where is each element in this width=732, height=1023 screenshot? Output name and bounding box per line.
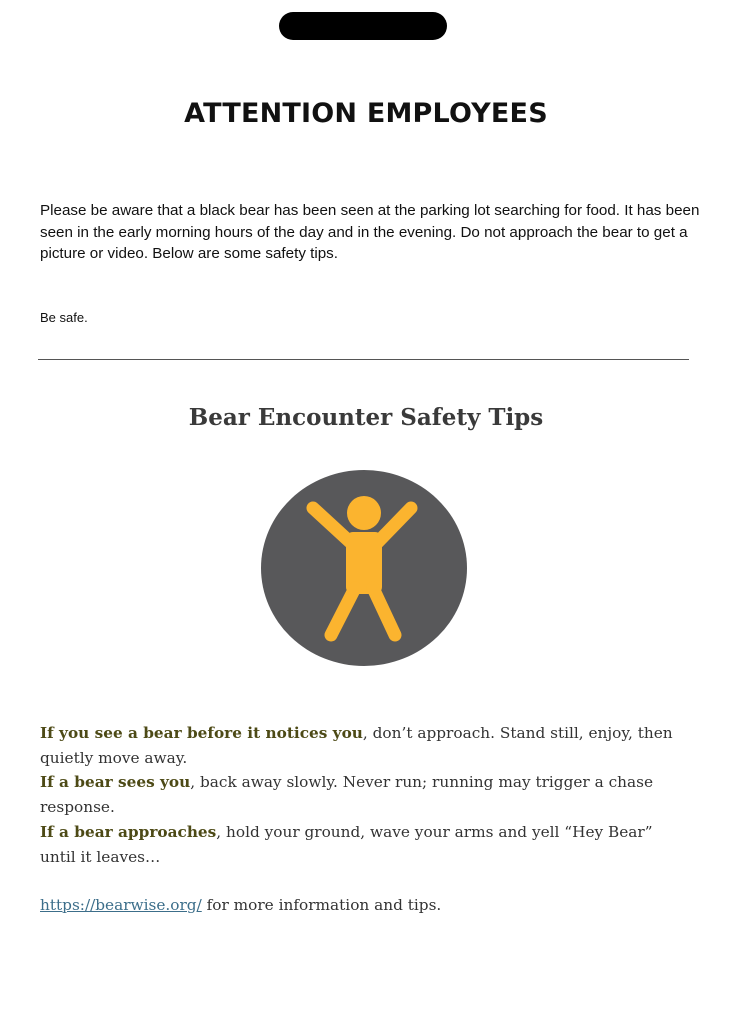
safety-tips-list — [40, 721, 690, 869]
tip-emphasis: If a bear sees you — [40, 773, 191, 792]
tip-emphasis: If you see a bear before it notices you — [40, 724, 363, 742]
bearwise-link[interactable]: https://bearwise.org/ — [40, 896, 202, 914]
notice-body: Please be aware that a black bear has been seen at the parking lot searching for food. It has been seen in the early morning hours of the day and in the evening. Do not approach the bear to get a picture or video. Below are some safety tips. — [40, 202, 700, 262]
tip-item — [40, 820, 690, 869]
tip-text: , don’t approach. Stand still, enjoy, then quietly move away. — [40, 724, 673, 767]
safety-tips-heading: Bear Encounter Safety Tips — [188, 404, 544, 431]
tip-text: , hold your ground, wave your arms and yell “Hey Bear” until it leaves… — [40, 822, 653, 866]
section-divider — [38, 359, 689, 360]
more-info-text: for more information and tips. — [201, 896, 442, 914]
tip-item — [40, 721, 690, 770]
notice-title: ATTENTION EMPLOYEES — [184, 98, 548, 129]
person-head — [347, 496, 381, 530]
redacted-header — [279, 12, 447, 40]
tip-item — [40, 770, 690, 819]
more-info-line — [40, 896, 441, 914]
sign-off: Be safe. — [40, 310, 88, 325]
person-arms-raised-icon — [261, 470, 467, 666]
tip-text: , back away slowly. Never run; running may trigger a chase response. — [40, 773, 654, 817]
tip-emphasis: If a bear approaches — [40, 822, 217, 841]
